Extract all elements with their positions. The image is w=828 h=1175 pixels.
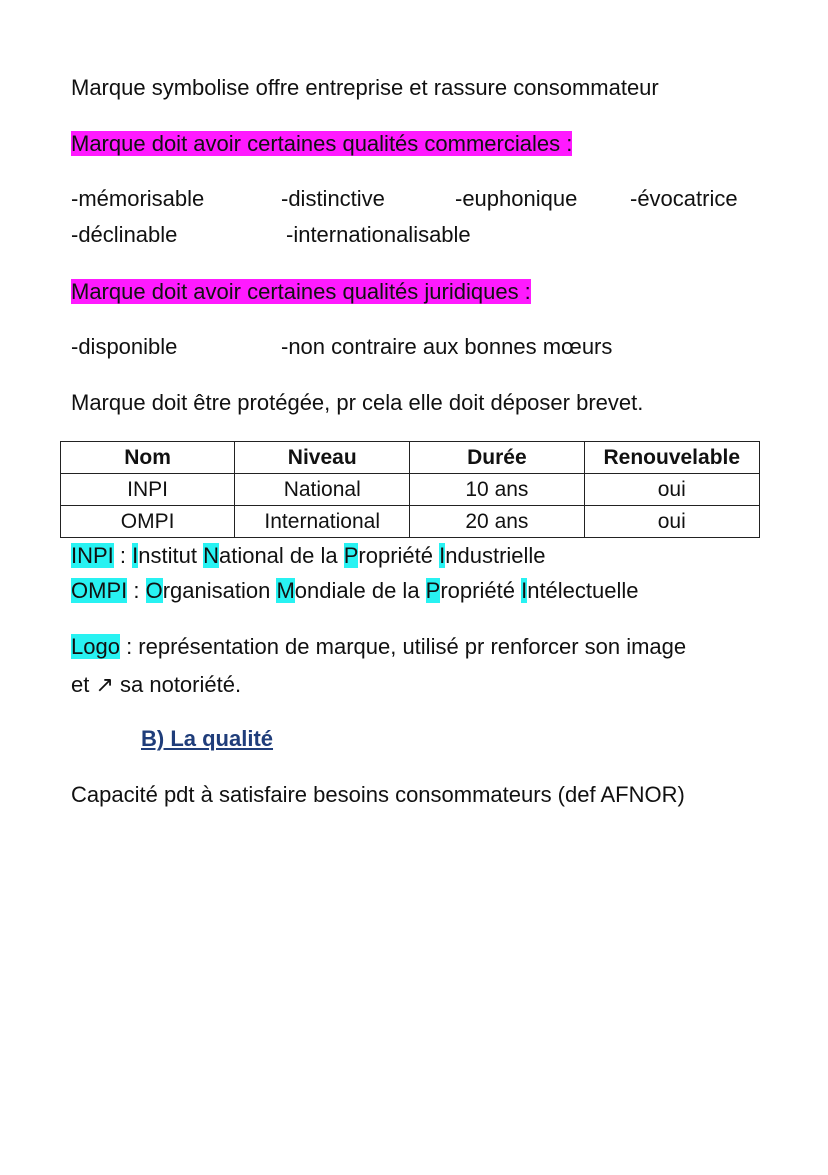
logo-term: Logo [71,634,120,659]
ompi-sep: : [127,578,146,603]
commercial-heading-line [71,129,572,159]
inpi-text: nstitut [138,543,204,568]
header-nom: Nom [61,442,235,474]
inpi-letter: I [132,543,139,568]
inpi-letter: P [343,543,359,568]
inpi-text: ndustrielle [445,543,546,568]
inpi-acronym: INPI [71,543,114,568]
cell-duree: 20 ans [410,506,584,538]
quality-euphonique: -euphonique [455,186,578,211]
cell-niveau: International [235,506,410,538]
cell-renouvelable: oui [584,474,759,506]
ompi-definition [71,576,639,606]
commercial-qualities-row-1 [71,184,828,214]
ompi-acronym: OMPI [71,578,128,603]
table-row [61,474,760,506]
header-renouvelable: Renouvelable [584,442,759,474]
inpi-definition [71,541,546,571]
ompi-letter: I [521,578,528,603]
protection-text: Marque doit être protégée, pr cela elle doit déposer brevet. [71,390,644,415]
legal-heading: Marque doit avoir certaines qualités juridiques : [71,279,531,304]
ompi-letter: O [145,578,163,603]
logo-definition-line2: et ↗ sa notoriété. [71,672,242,697]
cell-nom: OMPI [61,506,235,538]
commercial-qualities-row-2 [71,220,828,250]
ompi-letter: M [276,578,295,603]
cell-duree: 10 ans [410,474,584,506]
table-row [61,506,760,538]
brevet-table [60,441,760,538]
legal-qualities-row [71,332,828,362]
logo-text: : représentation de marque, utilisé pr renforcer son image [119,634,687,659]
cell-nom: INPI [61,474,235,506]
quality-internationalisable: -internationalisable [286,222,471,247]
section-heading-qualite: B) La qualité [141,726,274,751]
commercial-heading: Marque doit avoir certaines qualités commerciales : [71,131,573,156]
quality-disponible: -disponible [71,334,178,359]
cell-renouvelable: oui [584,506,759,538]
ompi-text: ondiale de la [294,578,426,603]
legal-heading-line [71,277,531,307]
ompi-letter: P [425,578,441,603]
quality-declinable: -déclinable [71,222,178,247]
inpi-letter: I [439,543,446,568]
cell-niveau: National [235,474,410,506]
quality-evocatrice: -évocatrice [630,186,738,211]
ompi-text: ntélectuelle [527,578,639,603]
quality-definition: Capacité pdt à satisfaire besoins consommateurs (def AFNOR) [71,782,685,807]
quality-memorisable: -mémorisable [71,186,205,211]
inpi-letter: N [203,543,219,568]
ompi-text: rganisation [162,578,277,603]
inpi-text: ropriété [358,543,440,568]
table-header-row [61,442,760,474]
inpi-sep: : [113,543,133,568]
logo-definition [71,632,686,662]
ompi-text: ropriété [440,578,522,603]
inpi-text: ational de la [218,543,344,568]
header-duree: Durée [410,442,584,474]
intro-text: Marque symbolise offre entreprise et rassure consommateur [71,75,659,100]
quality-non-contraire: -non contraire aux bonnes mœurs [281,334,613,359]
header-niveau: Niveau [235,442,410,474]
quality-distinctive: -distinctive [281,186,385,211]
